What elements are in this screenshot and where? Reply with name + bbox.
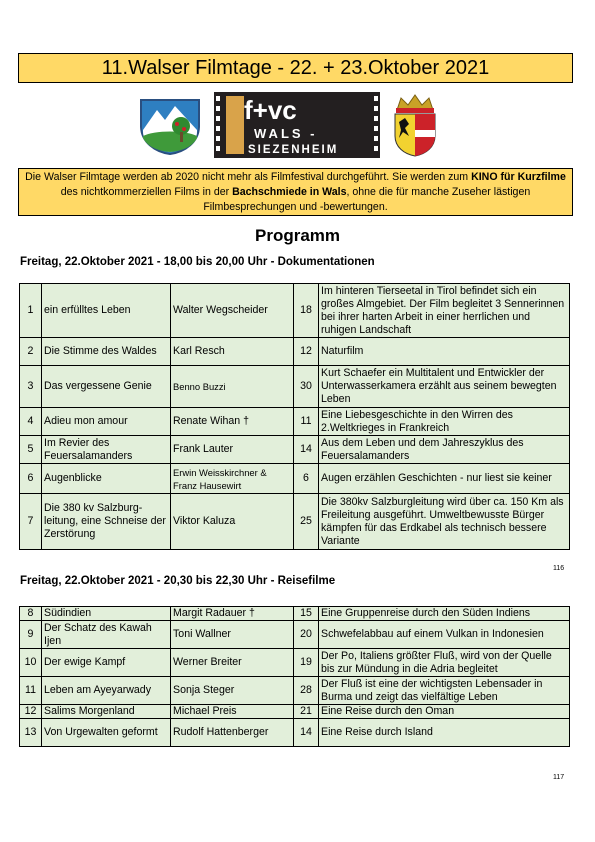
film-director: Margit Radauer † — [171, 607, 294, 621]
film-minutes: 30 — [294, 366, 319, 408]
film-title: Südindien — [42, 607, 171, 621]
film-title: ein erfülltes Leben — [42, 284, 171, 338]
intro-notice — [18, 168, 573, 216]
intro-text-3: , ohne die für manche Zuseher lästigen Filmbesprechungen und -bewertungen. — [203, 186, 531, 213]
film-director: Rudolf Hattenberger — [171, 719, 294, 747]
film-description: Aus dem Leben und dem Jahreszyklus des Feuersalamanders — [319, 436, 570, 464]
film-number: 7 — [20, 494, 42, 550]
program-table-1 — [19, 283, 570, 550]
film-director: Frank Lauter — [171, 436, 294, 464]
film-minutes: 12 — [294, 338, 319, 366]
film-minutes: 14 — [294, 436, 319, 464]
film-description: Der Fluß ist eine der wichtigsten Lebensader in Burma und zeigt das vielfältige Leben — [319, 677, 570, 705]
intro-text-1: Die Walser Filmtage werden ab 2020 nicht mehr als Filmfestival durchgeführt. Sie werden zum — [25, 171, 472, 183]
film-description: Schwefelabbau auf einem Vulkan in Indonesien — [319, 621, 570, 649]
film-description: Eine Liebesgeschichte in den Wirren des 2.Weltkrieges in Frankreich — [319, 408, 570, 436]
film-description: Kurt Schaefer ein Multitalent und Entwickler der Unterwasserkamera erzählt aus seinem bewegten Leben — [319, 366, 570, 408]
film-title: Leben am Ayeyarwady — [42, 677, 171, 705]
film-director: Sonja Steger — [171, 677, 294, 705]
film-director: Viktor Kaluza — [171, 494, 294, 550]
film-number: 6 — [20, 464, 42, 494]
page-number: 117 — [553, 774, 565, 781]
table-row — [20, 677, 570, 705]
film-minutes: 28 — [294, 677, 319, 705]
table-row — [20, 719, 570, 747]
film-minutes: 19 — [294, 649, 319, 677]
film-title: Die Stimme des Waldes — [42, 338, 171, 366]
film-number: 1 — [20, 284, 42, 338]
film-minutes: 15 — [294, 607, 319, 621]
film-number: 8 — [20, 607, 42, 621]
film-director: Michael Preis — [171, 705, 294, 719]
film-minutes: 6 — [294, 464, 319, 494]
film-title: Die 380 kv Salzburg-leitung, eine Schneise der Zerstörung — [42, 494, 171, 550]
film-description: Der Po, Italiens größter Fluß, wird von der Quelle bis zur Mündung in die Adria begleitet — [319, 649, 570, 677]
film-minutes: 18 — [294, 284, 319, 338]
club-name-line1: WALS - — [254, 126, 318, 141]
film-director: Walter Wegscheider — [171, 284, 294, 338]
film-number: 2 — [20, 338, 42, 366]
salzburg-coat-of-arms-icon — [391, 92, 439, 158]
film-description: Eine Reise durch Island — [319, 719, 570, 747]
film-director: Werner Breiter — [171, 649, 294, 677]
film-number: 4 — [20, 408, 42, 436]
film-number: 9 — [20, 621, 42, 649]
film-title: Von Urgewalten geformt — [42, 719, 171, 747]
film-minutes: 25 — [294, 494, 319, 550]
table-row — [20, 338, 570, 366]
film-description: Im hinteren Tierseetal in Tirol befindet sich ein großes Almgebiet. Der Film begleitet 3 Sennerinnen bei ihrer harten Arbeit in einer herrlichen und ruhigen Landschaft — [319, 284, 570, 338]
film-number: 11 — [20, 677, 42, 705]
film-description: Die 380kv Salzburgleitung wird über ca. 150 Km als Freileitung ausgeführt. Umweltbewusste Bürger kämpfen für das Erdkabel als technisch bessere Variante — [319, 494, 570, 550]
film-number: 12 — [20, 705, 42, 719]
film-title: Adieu mon amour — [42, 408, 171, 436]
table-row — [20, 494, 570, 550]
film-description: Augen erzählen Geschichten - nur liest sie keiner — [319, 464, 570, 494]
table-row — [20, 621, 570, 649]
film-title: Der ewige Kampf — [42, 649, 171, 677]
film-director: Erwin Weisskirchner & Franz Hausewirt — [171, 464, 294, 494]
table-row — [20, 284, 570, 338]
page-title: 11.Walser Filmtage - 22. + 23.Oktober 2021 — [18, 53, 573, 83]
film-number: 5 — [20, 436, 42, 464]
film-director: Toni Wallner — [171, 621, 294, 649]
logo-row — [0, 92, 595, 160]
film-title: Augenblicke — [42, 464, 171, 494]
table-row — [20, 607, 570, 621]
svg-text:f+vc: f+vc — [244, 95, 297, 125]
film-minutes: 14 — [294, 719, 319, 747]
film-title: Im Revier des Feuersalamanders — [42, 436, 171, 464]
film-director: Karl Resch — [171, 338, 294, 366]
film-description: Eine Gruppenreise durch den Süden Indiens — [319, 607, 570, 621]
table-row — [20, 366, 570, 408]
table-row — [20, 436, 570, 464]
table-row — [20, 649, 570, 677]
table-row — [20, 408, 570, 436]
program-table-2 — [19, 606, 570, 747]
page-number: 116 — [553, 565, 565, 572]
film-title: Das vergessene Genie — [42, 366, 171, 408]
intro-bold-kino: KINO für Kurzfilme — [471, 171, 566, 183]
film-number: 13 — [20, 719, 42, 747]
intro-bold-location: Bachschmiede in Wals — [232, 186, 347, 198]
intro-text-2: des nichtkommerziellen Films in der — [60, 186, 233, 198]
wals-coat-of-arms-icon — [135, 96, 205, 156]
fvc-club-logo-icon — [214, 92, 380, 158]
table-row — [20, 705, 570, 719]
film-director: Renate Wihan † — [171, 408, 294, 436]
section-title: Programm — [254, 226, 341, 245]
film-minutes: 11 — [294, 408, 319, 436]
film-minutes: 21 — [294, 705, 319, 719]
film-title: Salims Morgenland — [42, 705, 171, 719]
film-minutes: 20 — [294, 621, 319, 649]
film-description: Eine Reise durch den Oman — [319, 705, 570, 719]
film-number: 3 — [20, 366, 42, 408]
film-director: Benno Buzzi — [171, 366, 294, 408]
film-number: 10 — [20, 649, 42, 677]
table-row — [20, 464, 570, 494]
film-title: Der Schatz des Kawah Ijen — [42, 621, 171, 649]
block-1-heading: Freitag, 22.Oktober 2021 - 18,00 bis 20,00 Uhr - Dokumentationen — [20, 256, 375, 268]
film-description: Naturfilm — [319, 338, 570, 366]
club-name-line2: SIEZENHEIM — [248, 144, 339, 156]
block-2-heading: Freitag, 22.Oktober 2021 - 20,30 bis 22,30 Uhr - Reisefilme — [20, 575, 336, 587]
